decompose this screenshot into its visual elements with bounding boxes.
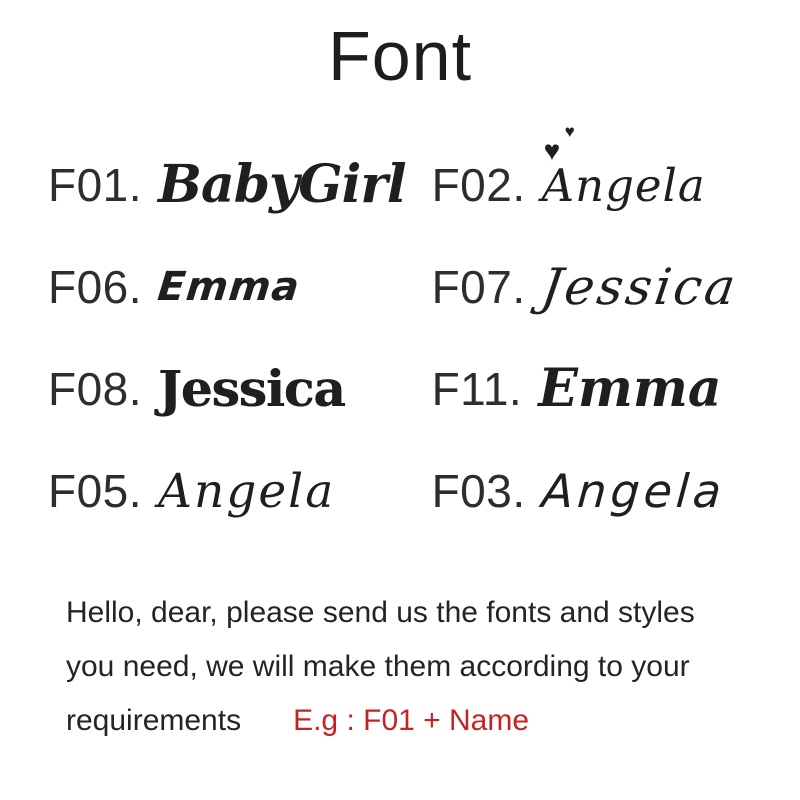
font-option-f03 bbox=[406, 464, 762, 518]
font-sample-angela-f03: Angela bbox=[539, 464, 727, 518]
footer-line-3-text: requirements bbox=[66, 704, 242, 737]
example-order-format: E.g : F01 + Name bbox=[293, 704, 530, 737]
font-sample-angela-hearts-wrap bbox=[541, 121, 706, 212]
font-code: F02. bbox=[431, 159, 526, 211]
footer-note bbox=[66, 586, 742, 748]
font-code: F07. bbox=[431, 261, 526, 313]
font-sample-babygirl: BabyGirl bbox=[158, 154, 406, 215]
font-option-f11 bbox=[406, 358, 762, 419]
font-option-f06 bbox=[48, 260, 406, 314]
font-code: F05. bbox=[48, 465, 143, 517]
heart-icon: ♥ bbox=[564, 121, 575, 141]
font-sample-angela-f05: Angela bbox=[158, 463, 336, 519]
page-title: Font bbox=[327, 17, 473, 95]
font-option-f02 bbox=[406, 121, 762, 212]
font-option-f01 bbox=[48, 154, 406, 215]
font-sample-jessica-f07: Jessica bbox=[537, 258, 742, 316]
font-option-f08 bbox=[48, 359, 406, 418]
footer-line-2: you need, we will make them according to your bbox=[66, 650, 690, 683]
font-option-f05 bbox=[48, 464, 406, 518]
font-code: F11. bbox=[431, 363, 523, 415]
font-code: F08. bbox=[48, 363, 143, 415]
font-sample-jessica-f08: Jessica bbox=[158, 359, 345, 418]
font-option-f07 bbox=[406, 260, 762, 314]
font-code: F01. bbox=[48, 159, 143, 211]
font-sample-emma-f06: Emma bbox=[155, 264, 303, 310]
font-sample-emma-f11: Emma bbox=[538, 358, 722, 419]
font-code: F03. bbox=[431, 465, 526, 517]
font-chart-page bbox=[0, 16, 800, 748]
font-code: F06. bbox=[48, 261, 143, 313]
footer-line-1: Hello, dear, please send us the fonts and styles bbox=[66, 596, 695, 629]
font-grid bbox=[0, 121, 800, 542]
font-sample-angela-f02: Angela bbox=[541, 158, 706, 212]
footer-line-3 bbox=[66, 694, 742, 748]
heart-icon: ♥ bbox=[543, 134, 561, 166]
